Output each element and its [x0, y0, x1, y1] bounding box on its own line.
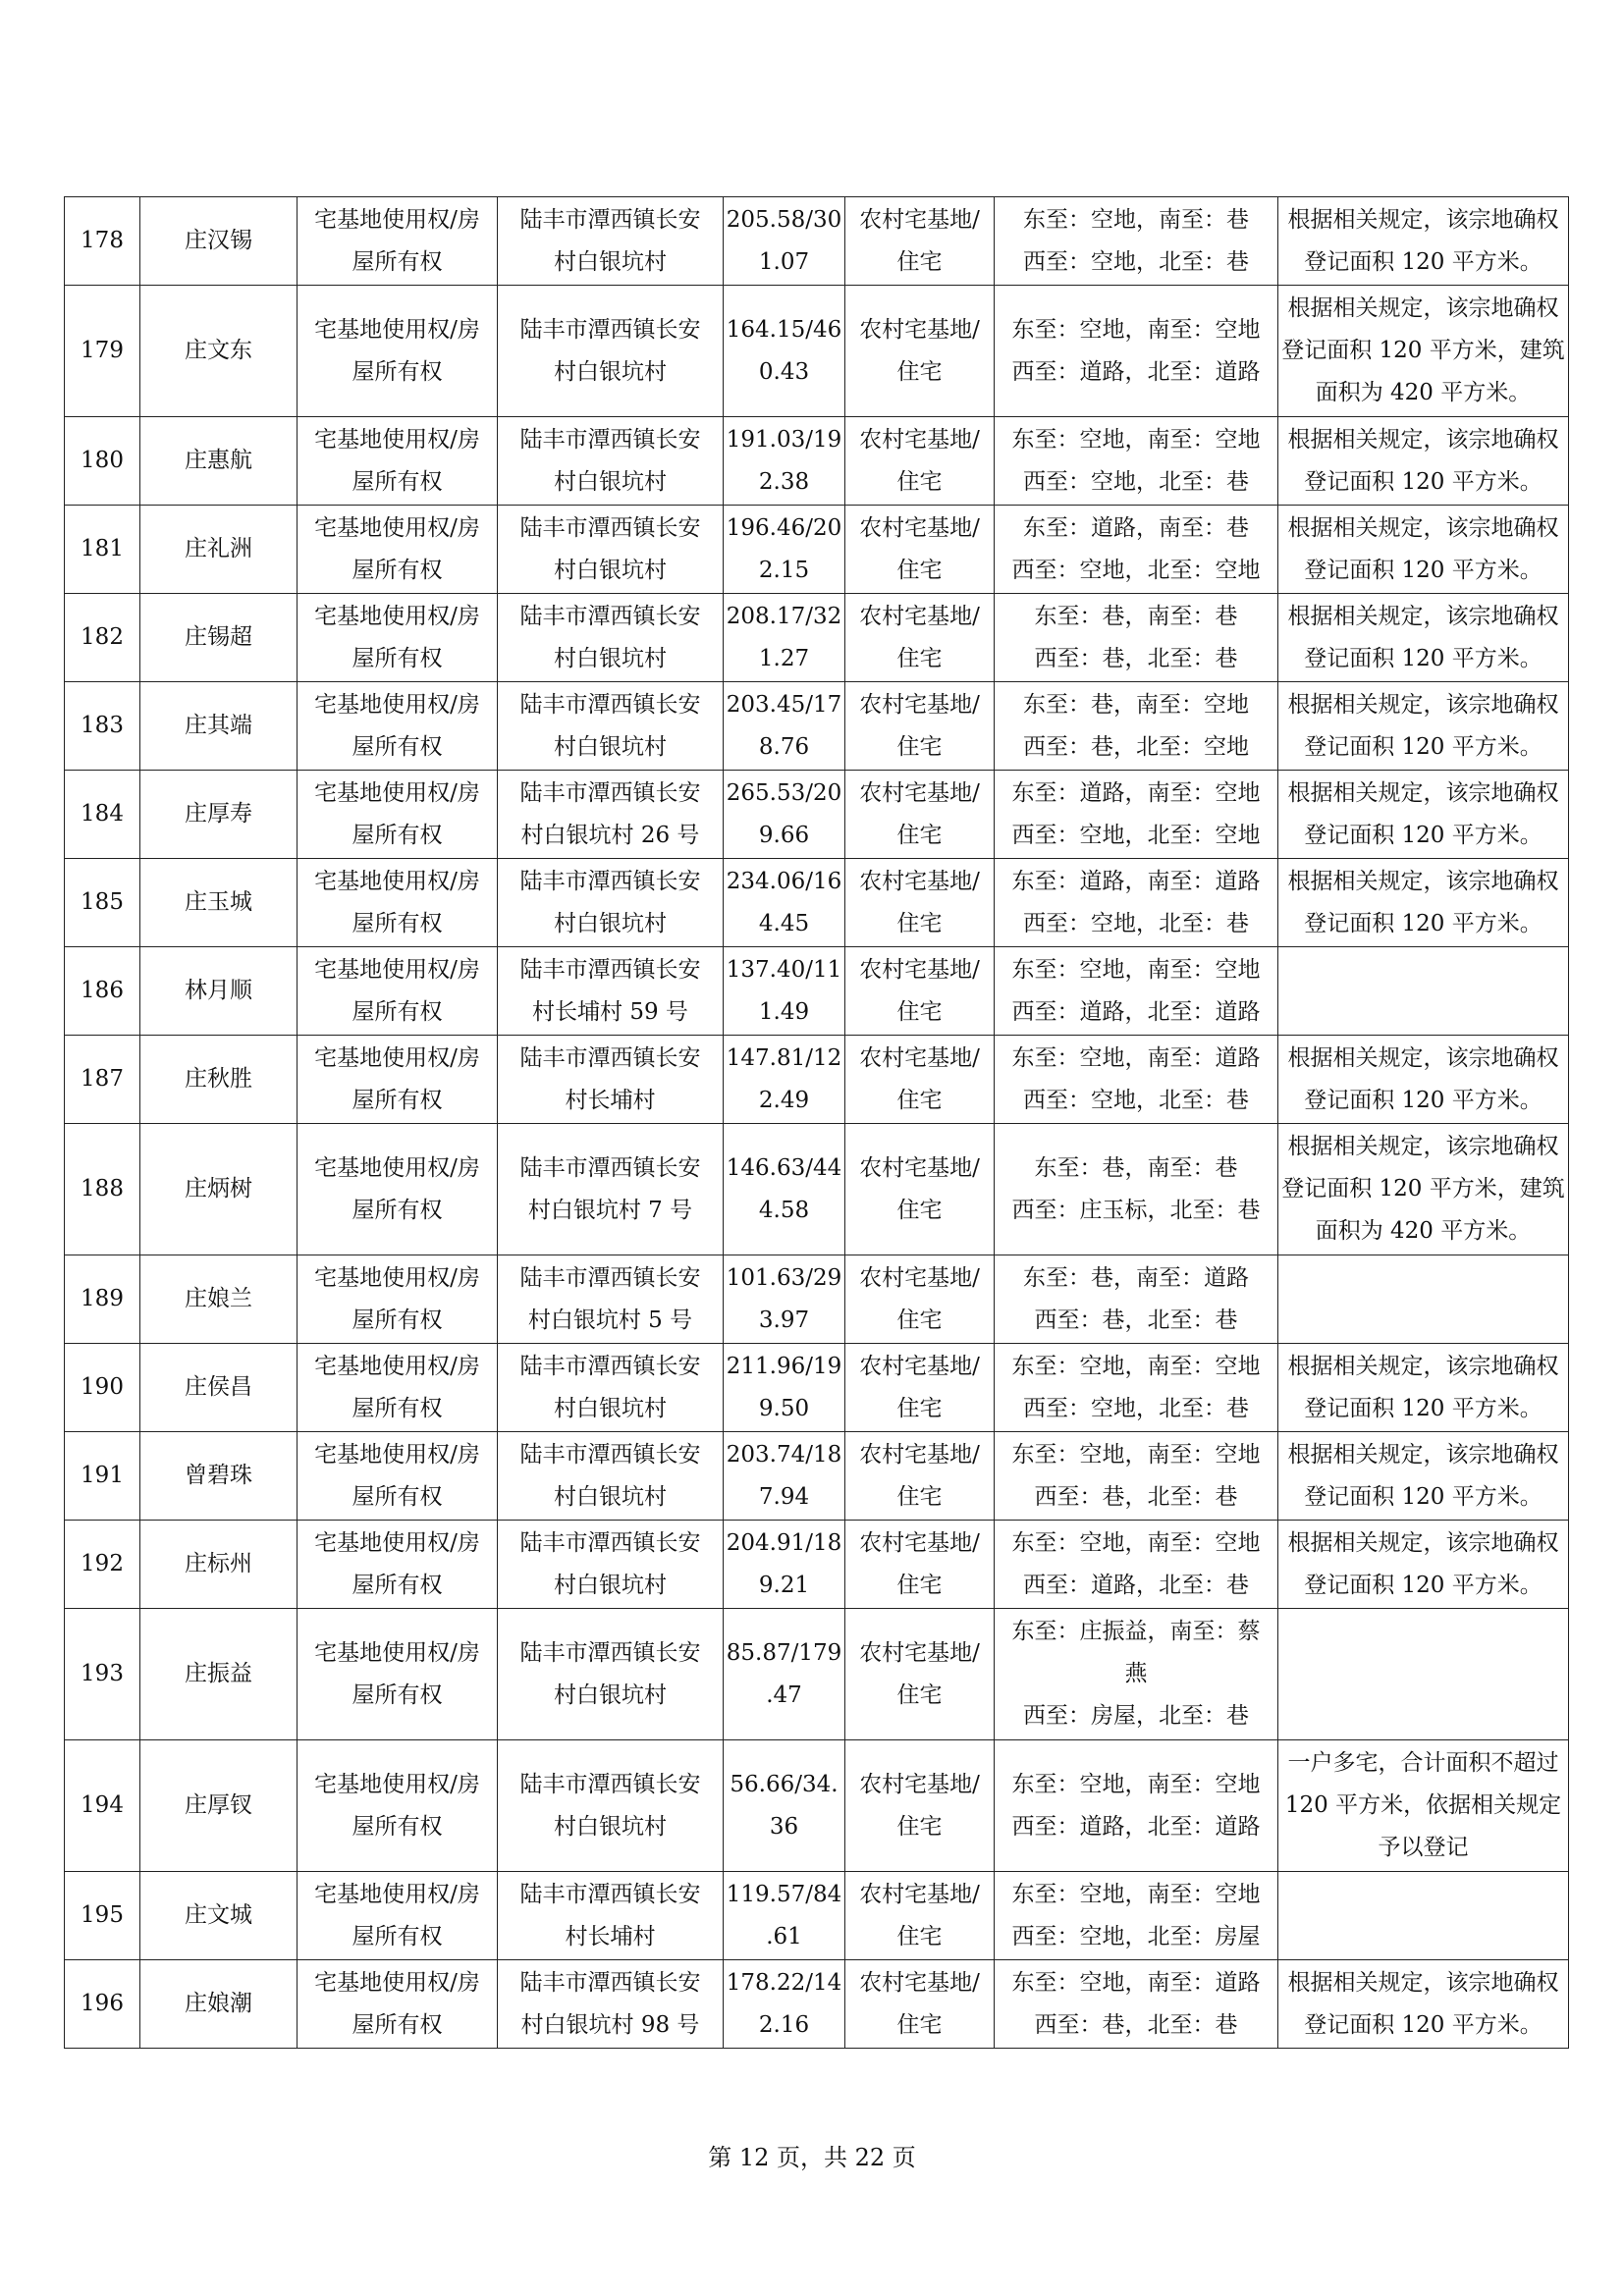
- cell-land-use: 农村宅基地/ 住宅: [845, 1872, 995, 1960]
- cell-land-use: 农村宅基地/ 住宅: [845, 1740, 995, 1872]
- cell-number: 181: [65, 506, 140, 594]
- cell-location: 陆丰市潭西镇长安 村白银坑村: [498, 1740, 724, 1872]
- cell-name: 庄文东: [140, 286, 298, 417]
- cell-land-use: 农村宅基地/ 住宅: [845, 771, 995, 859]
- table-row: [65, 1521, 1569, 1609]
- cell-number: 185: [65, 859, 140, 947]
- cell-area: 119.57/84 .61: [724, 1872, 845, 1960]
- cell-land-use: 农村宅基地/ 住宅: [845, 947, 995, 1036]
- cell-boundary: 东至：巷，南至：巷 西至：巷，北至：巷: [995, 594, 1278, 682]
- cell-number: 193: [65, 1609, 140, 1740]
- cell-boundary: 东至：空地，南至：道路 西至：空地，北至：巷: [995, 1036, 1278, 1124]
- cell-remark: 根据相关规定，该宗地确权 登记面积 120 平方米。: [1278, 1344, 1569, 1432]
- cell-remark: 根据相关规定，该宗地确权 登记面积 120 平方米。: [1278, 1960, 1569, 2049]
- cell-boundary: 东至：空地，南至：空地 西至：空地，北至：巷: [995, 1344, 1278, 1432]
- table-row: [65, 859, 1569, 947]
- cell-name: 庄锡超: [140, 594, 298, 682]
- cell-area: 203.74/18 7.94: [724, 1432, 845, 1521]
- cell-name: 庄玉城: [140, 859, 298, 947]
- table-row: [65, 1960, 1569, 2049]
- cell-remark: 根据相关规定，该宗地确权 登记面积 120 平方米。: [1278, 594, 1569, 682]
- cell-area: 137.40/11 1.49: [724, 947, 845, 1036]
- cell-number: 179: [65, 286, 140, 417]
- cell-land-use: 农村宅基地/ 住宅: [845, 1255, 995, 1344]
- cell-boundary: 东至：道路，南至：道路 西至：空地，北至：巷: [995, 859, 1278, 947]
- cell-location: 陆丰市潭西镇长安 村白银坑村: [498, 286, 724, 417]
- cell-boundary: 东至：道路，南至：巷 西至：空地，北至：空地: [995, 506, 1278, 594]
- cell-area: 85.87/179 .47: [724, 1609, 845, 1740]
- cell-name: 庄文城: [140, 1872, 298, 1960]
- cell-number: 180: [65, 417, 140, 506]
- cell-boundary: 东至：空地，南至：空地 西至：道路，北至：道路: [995, 1740, 1278, 1872]
- cell-name: 庄礼洲: [140, 506, 298, 594]
- cell-location: 陆丰市潭西镇长安 村白银坑村: [498, 506, 724, 594]
- cell-location: 陆丰市潭西镇长安 村白银坑村: [498, 594, 724, 682]
- cell-name: 庄汉锡: [140, 197, 298, 286]
- cell-boundary: 东至：空地，南至：巷 西至：空地，北至：巷: [995, 197, 1278, 286]
- cell-right-type: 宅基地使用权/房 屋所有权: [298, 947, 498, 1036]
- cell-name: 庄厚钗: [140, 1740, 298, 1872]
- cell-name: 庄炳树: [140, 1124, 298, 1255]
- cell-land-use: 农村宅基地/ 住宅: [845, 1609, 995, 1740]
- cell-boundary: 东至：空地，南至：空地 西至：道路，北至：道路: [995, 947, 1278, 1036]
- cell-number: 189: [65, 1255, 140, 1344]
- table-row: [65, 771, 1569, 859]
- table-row: [65, 1432, 1569, 1521]
- cell-name: 庄娘兰: [140, 1255, 298, 1344]
- cell-right-type: 宅基地使用权/房 屋所有权: [298, 1344, 498, 1432]
- cell-land-use: 农村宅基地/ 住宅: [845, 506, 995, 594]
- table-row: [65, 286, 1569, 417]
- cell-area: 147.81/12 2.49: [724, 1036, 845, 1124]
- cell-land-use: 农村宅基地/ 住宅: [845, 859, 995, 947]
- cell-boundary: 东至：空地，南至：空地 西至：空地，北至：房屋: [995, 1872, 1278, 1960]
- cell-right-type: 宅基地使用权/房 屋所有权: [298, 682, 498, 771]
- cell-location: 陆丰市潭西镇长安 村白银坑村 7 号: [498, 1124, 724, 1255]
- cell-number: 194: [65, 1740, 140, 1872]
- cell-name: 林月顺: [140, 947, 298, 1036]
- cell-land-use: 农村宅基地/ 住宅: [845, 1036, 995, 1124]
- cell-area: 164.15/46 0.43: [724, 286, 845, 417]
- cell-number: 186: [65, 947, 140, 1036]
- table-row: [65, 1036, 1569, 1124]
- cell-number: 195: [65, 1872, 140, 1960]
- table-row: [65, 197, 1569, 286]
- cell-name: 庄振益: [140, 1609, 298, 1740]
- cell-location: 陆丰市潭西镇长安 村白银坑村: [498, 1609, 724, 1740]
- cell-land-use: 农村宅基地/ 住宅: [845, 1344, 995, 1432]
- cell-boundary: 东至：道路，南至：空地 西至：空地，北至：空地: [995, 771, 1278, 859]
- cell-name: 庄秋胜: [140, 1036, 298, 1124]
- cell-right-type: 宅基地使用权/房 屋所有权: [298, 1872, 498, 1960]
- cell-number: 178: [65, 197, 140, 286]
- cell-name: 庄其端: [140, 682, 298, 771]
- cell-name: 庄惠航: [140, 417, 298, 506]
- cell-location: 陆丰市潭西镇长安 村白银坑村: [498, 197, 724, 286]
- cell-location: 陆丰市潭西镇长安 村白银坑村 26 号: [498, 771, 724, 859]
- cell-area: 234.06/16 4.45: [724, 859, 845, 947]
- cell-boundary: 东至：空地，南至：空地 西至：道路，北至：道路: [995, 286, 1278, 417]
- cell-number: 190: [65, 1344, 140, 1432]
- cell-number: 184: [65, 771, 140, 859]
- cell-location: 陆丰市潭西镇长安 村白银坑村: [498, 1521, 724, 1609]
- cell-right-type: 宅基地使用权/房 屋所有权: [298, 197, 498, 286]
- table-row: [65, 947, 1569, 1036]
- cell-boundary: 东至：巷，南至：空地 西至：巷，北至：空地: [995, 682, 1278, 771]
- cell-right-type: 宅基地使用权/房 屋所有权: [298, 1521, 498, 1609]
- cell-right-type: 宅基地使用权/房 屋所有权: [298, 1036, 498, 1124]
- cell-right-type: 宅基地使用权/房 屋所有权: [298, 1255, 498, 1344]
- cell-area: 56.66/34. 36: [724, 1740, 845, 1872]
- cell-boundary: 东至：空地，南至：空地 西至：道路，北至：巷: [995, 1521, 1278, 1609]
- cell-number: 196: [65, 1960, 140, 2049]
- cell-land-use: 农村宅基地/ 住宅: [845, 286, 995, 417]
- cell-number: 183: [65, 682, 140, 771]
- cell-remark: 根据相关规定，该宗地确权 登记面积 120 平方米。: [1278, 1432, 1569, 1521]
- cell-location: 陆丰市潭西镇长安 村白银坑村: [498, 682, 724, 771]
- cell-boundary: 东至：巷，南至：道路 西至：巷，北至：巷: [995, 1255, 1278, 1344]
- cell-location: 陆丰市潭西镇长安 村白银坑村 98 号: [498, 1960, 724, 2049]
- cell-remark: 根据相关规定，该宗地确权 登记面积 120 平方米。: [1278, 417, 1569, 506]
- cell-remark: 一户多宅，合计面积不超过 120 平方米，依据相关规定 予以登记: [1278, 1740, 1569, 1872]
- cell-location: 陆丰市潭西镇长安 村长埔村: [498, 1036, 724, 1124]
- cell-number: 191: [65, 1432, 140, 1521]
- cell-land-use: 农村宅基地/ 住宅: [845, 197, 995, 286]
- cell-land-use: 农村宅基地/ 住宅: [845, 1432, 995, 1521]
- cell-remark: 根据相关规定，该宗地确权 登记面积 120 平方米。: [1278, 771, 1569, 859]
- cell-location: 陆丰市潭西镇长安 村长埔村: [498, 1872, 724, 1960]
- cell-remark: [1278, 1255, 1569, 1344]
- cell-boundary: 东至：空地，南至：道路 西至：巷，北至：巷: [995, 1960, 1278, 2049]
- cell-location: 陆丰市潭西镇长安 村白银坑村: [498, 417, 724, 506]
- cell-area: 205.58/30 1.07: [724, 197, 845, 286]
- table-row: [65, 1124, 1569, 1255]
- table-row: [65, 1609, 1569, 1740]
- cell-right-type: 宅基地使用权/房 屋所有权: [298, 859, 498, 947]
- cell-location: 陆丰市潭西镇长安 村白银坑村: [498, 1432, 724, 1521]
- cell-right-type: 宅基地使用权/房 屋所有权: [298, 417, 498, 506]
- cell-number: 187: [65, 1036, 140, 1124]
- cell-right-type: 宅基地使用权/房 屋所有权: [298, 594, 498, 682]
- cell-area: 178.22/14 2.16: [724, 1960, 845, 2049]
- cell-boundary: 东至：庄振益，南至：蔡 燕 西至：房屋，北至：巷: [995, 1609, 1278, 1740]
- cell-remark: 根据相关规定，该宗地确权 登记面积 120 平方米。: [1278, 859, 1569, 947]
- cell-land-use: 农村宅基地/ 住宅: [845, 1521, 995, 1609]
- cell-number: 188: [65, 1124, 140, 1255]
- cell-remark: 根据相关规定，该宗地确权 登记面积 120 平方米。: [1278, 506, 1569, 594]
- cell-land-use: 农村宅基地/ 住宅: [845, 682, 995, 771]
- cell-right-type: 宅基地使用权/房 屋所有权: [298, 1124, 498, 1255]
- cell-remark: [1278, 1609, 1569, 1740]
- cell-right-type: 宅基地使用权/房 屋所有权: [298, 506, 498, 594]
- cell-area: 191.03/19 2.38: [724, 417, 845, 506]
- cell-area: 203.45/17 8.76: [724, 682, 845, 771]
- cell-remark: [1278, 947, 1569, 1036]
- table-row: [65, 1872, 1569, 1960]
- cell-location: 陆丰市潭西镇长安 村白银坑村: [498, 859, 724, 947]
- cell-remark: 根据相关规定，该宗地确权 登记面积 120 平方米。: [1278, 197, 1569, 286]
- table-row: [65, 1255, 1569, 1344]
- cell-land-use: 农村宅基地/ 住宅: [845, 594, 995, 682]
- records-table: [64, 196, 1569, 2049]
- cell-right-type: 宅基地使用权/房 屋所有权: [298, 771, 498, 859]
- table-row: [65, 506, 1569, 594]
- cell-area: 204.91/18 9.21: [724, 1521, 845, 1609]
- table-row: [65, 417, 1569, 506]
- table-row: [65, 1740, 1569, 1872]
- cell-right-type: 宅基地使用权/房 屋所有权: [298, 1740, 498, 1872]
- cell-boundary: 东至：巷，南至：巷 西至：庄玉标，北至：巷: [995, 1124, 1278, 1255]
- records-table-body: [65, 197, 1569, 2049]
- records-table-container: [64, 196, 1568, 2049]
- cell-land-use: 农村宅基地/ 住宅: [845, 1960, 995, 2049]
- cell-area: 101.63/29 3.97: [724, 1255, 845, 1344]
- cell-land-use: 农村宅基地/ 住宅: [845, 417, 995, 506]
- table-row: [65, 682, 1569, 771]
- cell-name: 庄侯昌: [140, 1344, 298, 1432]
- cell-right-type: 宅基地使用权/房 屋所有权: [298, 1432, 498, 1521]
- cell-remark: 根据相关规定，该宗地确权 登记面积 120 平方米。: [1278, 682, 1569, 771]
- cell-area: 146.63/44 4.58: [724, 1124, 845, 1255]
- cell-name: 庄娘潮: [140, 1960, 298, 2049]
- cell-boundary: 东至：空地，南至：空地 西至：巷，北至：巷: [995, 1432, 1278, 1521]
- cell-boundary: 东至：空地，南至：空地 西至：空地，北至：巷: [995, 417, 1278, 506]
- cell-name: 庄厚寿: [140, 771, 298, 859]
- cell-location: 陆丰市潭西镇长安 村白银坑村: [498, 1344, 724, 1432]
- cell-right-type: 宅基地使用权/房 屋所有权: [298, 1609, 498, 1740]
- cell-number: 182: [65, 594, 140, 682]
- cell-area: 211.96/19 9.50: [724, 1344, 845, 1432]
- cell-name: 曾碧珠: [140, 1432, 298, 1521]
- cell-location: 陆丰市潭西镇长安 村白银坑村 5 号: [498, 1255, 724, 1344]
- cell-remark: 根据相关规定，该宗地确权 登记面积 120 平方米。: [1278, 1036, 1569, 1124]
- cell-remark: [1278, 1872, 1569, 1960]
- cell-number: 192: [65, 1521, 140, 1609]
- table-row: [65, 1344, 1569, 1432]
- page-number: 第 12 页，共 22 页: [708, 2144, 916, 2171]
- cell-right-type: 宅基地使用权/房 屋所有权: [298, 1960, 498, 2049]
- cell-remark: 根据相关规定，该宗地确权 登记面积 120 平方米，建筑 面积为 420 平方米。: [1278, 286, 1569, 417]
- cell-remark: 根据相关规定，该宗地确权 登记面积 120 平方米。: [1278, 1521, 1569, 1609]
- cell-right-type: 宅基地使用权/房 屋所有权: [298, 286, 498, 417]
- cell-name: 庄标州: [140, 1521, 298, 1609]
- cell-location: 陆丰市潭西镇长安 村长埔村 59 号: [498, 947, 724, 1036]
- cell-area: 208.17/32 1.27: [724, 594, 845, 682]
- table-row: [65, 594, 1569, 682]
- cell-area: 265.53/20 9.66: [724, 771, 845, 859]
- cell-land-use: 农村宅基地/ 住宅: [845, 1124, 995, 1255]
- cell-area: 196.46/20 2.15: [724, 506, 845, 594]
- cell-remark: 根据相关规定，该宗地确权 登记面积 120 平方米，建筑 面积为 420 平方米。: [1278, 1124, 1569, 1255]
